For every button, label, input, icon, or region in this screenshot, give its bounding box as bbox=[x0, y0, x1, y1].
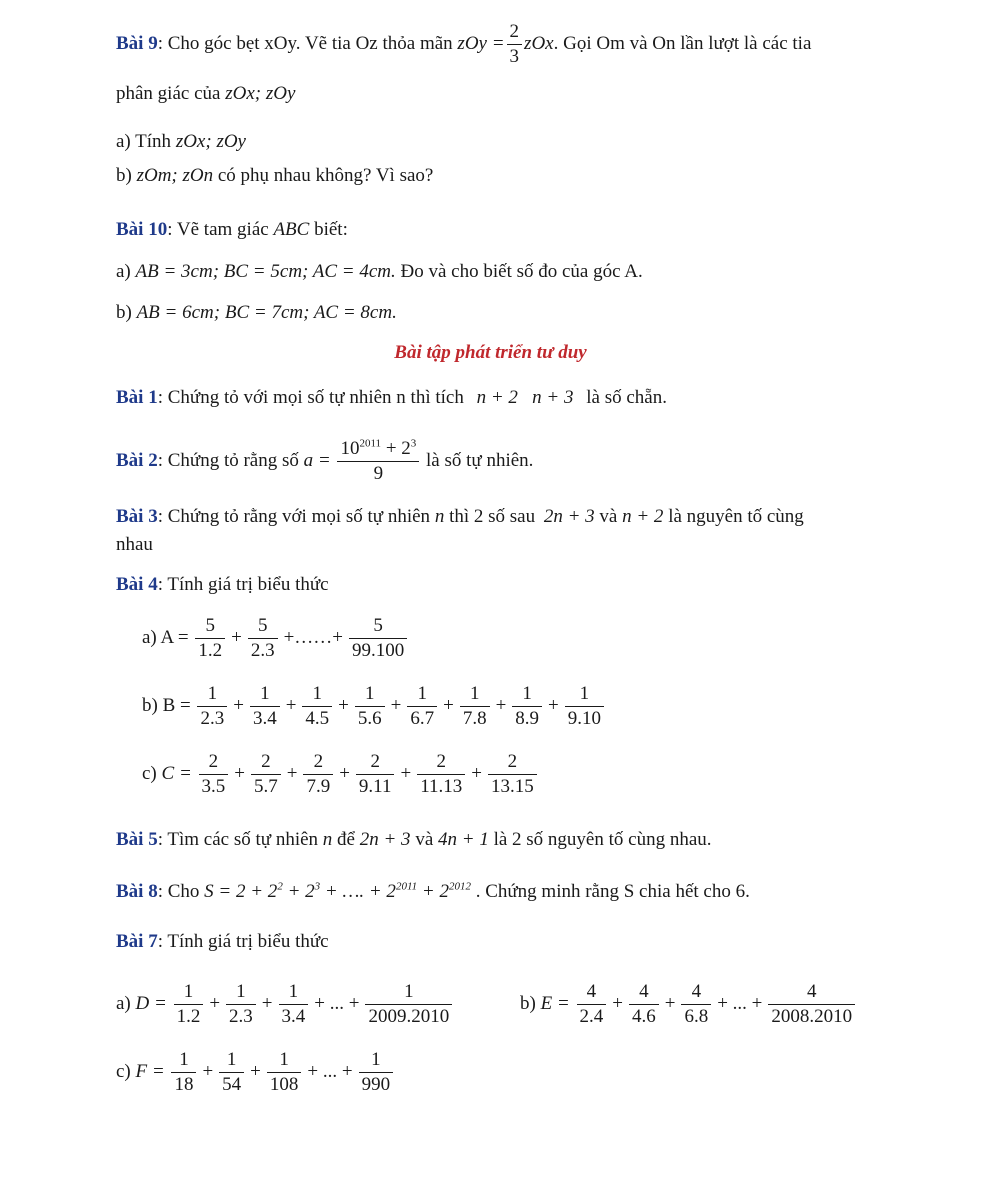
p4-c-fraction-num: 2 bbox=[356, 752, 395, 775]
p3-n: n bbox=[434, 506, 445, 527]
b9-num: 2 bbox=[507, 22, 523, 45]
p4-b-plus: + bbox=[233, 694, 244, 716]
p2-num-plus: + 2 bbox=[381, 438, 411, 460]
p7-c-ellipsis: + ... + bbox=[307, 1060, 353, 1082]
p1-line bbox=[116, 386, 667, 410]
p4-b-fraction-den: 4.5 bbox=[305, 708, 330, 729]
p4-part-b bbox=[142, 684, 606, 729]
p7-b-fraction bbox=[681, 982, 711, 1027]
p5-line bbox=[116, 828, 712, 852]
p3-text2: thì 2 số sau bbox=[449, 506, 536, 527]
b9-a-text: a) Tính bbox=[116, 131, 172, 152]
b9-fraction bbox=[507, 22, 523, 67]
p5-text2: để bbox=[337, 829, 355, 850]
p4-c-pre: c) bbox=[142, 762, 157, 784]
b10-b-pre: b) bbox=[116, 302, 132, 323]
p7-a-fraction bbox=[174, 982, 204, 1027]
p5-text1: : Tìm các số tự nhiên bbox=[157, 829, 319, 850]
p7-b-var: E = bbox=[540, 992, 570, 1014]
p1-label: Bài 1 bbox=[116, 387, 158, 408]
p4-b-fraction bbox=[302, 684, 332, 729]
p4-c-fraction-den: 7.9 bbox=[306, 776, 331, 797]
p7-part-c bbox=[116, 1050, 395, 1095]
b10-part-a bbox=[116, 260, 643, 284]
p7-a-fraction bbox=[279, 982, 309, 1027]
p4-c-fraction-den: 3.5 bbox=[201, 776, 226, 797]
p4-c-fraction-num: 2 bbox=[417, 752, 465, 775]
p7-part-a bbox=[116, 982, 454, 1027]
b10-a-text: Đo và cho biết số đo của góc A. bbox=[400, 261, 643, 282]
p4-b-fraction bbox=[250, 684, 280, 729]
p7-b-fraction bbox=[577, 982, 607, 1027]
p4-part-a bbox=[142, 616, 409, 661]
p4-b-fraction-num: 1 bbox=[565, 684, 604, 707]
b9-b-text: có phụ nhau không? Vì sao? bbox=[217, 165, 434, 186]
p4-a-fraction-num: 5 bbox=[195, 616, 225, 639]
p7-c-pre: c) bbox=[116, 1060, 131, 1082]
p4-text1: : Tính giá trị biểu thức bbox=[157, 574, 329, 595]
p4-line bbox=[116, 573, 329, 597]
b9-line1 bbox=[116, 22, 811, 67]
p1-text1: : Chứng tỏ với mọi số tự nhiên n thì tích bbox=[157, 387, 464, 408]
p8-s2: + 2 bbox=[282, 881, 315, 902]
p3-text5: nhau bbox=[116, 534, 153, 555]
p7-c-var: F = bbox=[135, 1060, 165, 1082]
p4-a-fraction-last bbox=[349, 616, 407, 661]
p4-b-fraction-den: 9.10 bbox=[567, 708, 601, 729]
b10-label: Bài 10 bbox=[116, 219, 168, 240]
p4-b-plus: + bbox=[548, 694, 559, 716]
p7-b-fraction bbox=[629, 982, 659, 1027]
p4-c-plus: + bbox=[234, 762, 245, 784]
p4-part-c bbox=[142, 752, 539, 797]
p8-exp3: 2011 bbox=[395, 880, 418, 893]
b10-a-pre: a) bbox=[116, 261, 131, 282]
p7-b-ellipsis: + ... + bbox=[717, 992, 763, 1014]
p7-b-pre: b) bbox=[520, 992, 536, 1014]
p4-c-fraction bbox=[303, 752, 333, 797]
b9-a-math: zOx; zOy bbox=[175, 131, 246, 152]
p3-text1: : Chứng tỏ rằng với mọi số tự nhiên bbox=[157, 506, 431, 527]
p4-b-fraction-den: 8.9 bbox=[515, 708, 540, 729]
p4-c-fraction bbox=[251, 752, 281, 797]
p7-b-fraction-num: 4 bbox=[629, 982, 659, 1005]
p7-c-fraction-den: 18 bbox=[174, 1074, 194, 1095]
b10-a-math: AB = 3cm; BC = 5cm; AC = 4cm. bbox=[135, 261, 396, 282]
p7-part-b bbox=[520, 982, 857, 1027]
p2-num-exp1: 2011 bbox=[359, 437, 382, 450]
p4-c-fraction bbox=[356, 752, 395, 797]
p4-b-fraction-den: 6.7 bbox=[410, 708, 435, 729]
p4-b-fraction bbox=[407, 684, 437, 729]
p4-c-var: C = bbox=[161, 762, 192, 784]
p4-a-fraction-den: 1.2 bbox=[198, 640, 223, 661]
p4-c-fraction-den: 9.11 bbox=[358, 776, 392, 797]
p7-c-fraction bbox=[171, 1050, 196, 1095]
b9-rhs: zOx bbox=[524, 32, 554, 54]
p8-exp1: 2 bbox=[277, 880, 283, 893]
p7-a-fraction-num: 1 bbox=[226, 982, 256, 1005]
p7-c-fraction-num: 1 bbox=[267, 1050, 302, 1073]
p4-b-fraction-num: 1 bbox=[460, 684, 490, 707]
p2-num-exp2: 3 bbox=[410, 437, 417, 450]
p7-c-fraction-den: 108 bbox=[269, 1074, 299, 1095]
p8-s4: + 2 bbox=[417, 881, 449, 902]
p2-text2: là số tự nhiên. bbox=[426, 450, 534, 471]
p7-c-fraction-last bbox=[359, 1050, 394, 1095]
p4-c-fraction-num: 2 bbox=[199, 752, 229, 775]
p4-a-fraction bbox=[248, 616, 278, 661]
p7-b-fraction-last-den: 2008.2010 bbox=[771, 1006, 853, 1027]
p5-text4: là 2 số nguyên tố cùng nhau. bbox=[493, 829, 712, 850]
p7-a-fraction-num: 1 bbox=[279, 982, 309, 1005]
p4-c-plus: + bbox=[339, 762, 350, 784]
p8-exp2: 3 bbox=[314, 880, 321, 893]
p2-den: 9 bbox=[373, 463, 384, 485]
b9-line2 bbox=[116, 82, 295, 106]
p4-b-plus: + bbox=[495, 694, 507, 716]
p7-a-fraction-last-den: 2009.2010 bbox=[368, 1006, 450, 1027]
p8-line bbox=[116, 880, 750, 904]
p4-c-plus: + bbox=[471, 762, 482, 784]
p4-c-fraction-den: 13.15 bbox=[490, 776, 534, 797]
p7-c-fraction-num: 1 bbox=[171, 1050, 196, 1073]
p7-b-fraction-last bbox=[768, 982, 855, 1027]
p2-fraction bbox=[337, 439, 419, 484]
p4-c-fraction bbox=[417, 752, 465, 797]
p7-c-plus: + bbox=[250, 1060, 261, 1082]
p4-b-plus: + bbox=[285, 694, 297, 716]
p4-b-fraction-num: 1 bbox=[250, 684, 280, 707]
b9-text1: : Cho góc bẹt xOy. Vẽ tia Oz thỏa mãn bbox=[157, 32, 453, 54]
p1-text2: là số chẵn. bbox=[586, 387, 667, 408]
p7-a-fraction bbox=[226, 982, 256, 1027]
b10-text1: : Vẽ tam giác bbox=[167, 219, 269, 240]
p7-b-plus: + bbox=[612, 992, 623, 1014]
p4-b-fraction-den: 3.4 bbox=[252, 708, 277, 729]
p7-b-fraction-last-num: 4 bbox=[768, 982, 855, 1005]
b9-label: Bài 9 bbox=[116, 32, 158, 54]
p7-a-var: D = bbox=[135, 992, 167, 1014]
p4-b-fraction-den: 5.6 bbox=[357, 708, 382, 729]
b9-den: 3 bbox=[509, 46, 520, 67]
p8-text1: : Cho bbox=[157, 881, 200, 902]
p8-exp4: 2012 bbox=[448, 880, 471, 893]
p4-b-fraction bbox=[512, 684, 542, 729]
p4-a-fraction-last-den: 99.100 bbox=[352, 640, 405, 661]
p3-text3: và bbox=[599, 506, 618, 527]
p7-a-plus: + bbox=[209, 992, 221, 1014]
p7-b-fraction-den: 4.6 bbox=[631, 1006, 656, 1027]
p2-num-base: 10 bbox=[340, 438, 360, 460]
p7-a-fraction-num: 1 bbox=[174, 982, 204, 1005]
p4-c-fraction-num: 2 bbox=[303, 752, 333, 775]
b9-text2: . Gọi Om và On lần lượt là các tia bbox=[553, 32, 812, 54]
p4-b-fraction-num: 1 bbox=[355, 684, 385, 707]
p3-label: Bài 3 bbox=[116, 506, 158, 527]
p2-line bbox=[116, 438, 533, 484]
p4-b-fraction-num: 1 bbox=[197, 684, 227, 707]
p4-b-fraction-num: 1 bbox=[407, 684, 437, 707]
p4-c-fraction-den: 5.7 bbox=[253, 776, 278, 797]
b9-b-math: zOm; zOn bbox=[136, 165, 214, 186]
p4-a-fraction-den: 2.3 bbox=[250, 640, 275, 661]
p3-line2 bbox=[116, 533, 153, 557]
p3-expr2: n + 2 bbox=[622, 506, 664, 527]
p5-expr1: 2n + 3 bbox=[359, 829, 411, 850]
p4-c-fraction-den: 11.13 bbox=[420, 776, 463, 797]
p3-expr1: 2n + 3 bbox=[543, 506, 595, 527]
p7-b-fraction-num: 4 bbox=[681, 982, 711, 1005]
p2-lhs: a = bbox=[303, 450, 331, 471]
p4-b-fraction bbox=[355, 684, 385, 729]
b10-part-b bbox=[116, 301, 397, 325]
p4-c-plus: + bbox=[286, 762, 298, 784]
b10-abc: ABC bbox=[273, 219, 310, 240]
p7-c-fraction-num: 1 bbox=[219, 1050, 244, 1073]
p7-a-ellipsis: + ... + bbox=[314, 992, 360, 1014]
p2-label: Bài 2 bbox=[116, 450, 158, 471]
p7-c-fraction-den: 54 bbox=[222, 1074, 242, 1095]
p4-b-fraction-den: 7.8 bbox=[462, 708, 487, 729]
p7-c-fraction bbox=[267, 1050, 302, 1095]
p8-label: Bài 8 bbox=[116, 881, 158, 902]
p4-a-pre: a) A = bbox=[142, 626, 189, 648]
p8-expr bbox=[204, 881, 471, 902]
p4-b-fraction-num: 1 bbox=[302, 684, 332, 707]
p4-b-fraction bbox=[197, 684, 227, 729]
p4-c-fraction-num: 2 bbox=[251, 752, 281, 775]
p7-c-fraction bbox=[219, 1050, 244, 1095]
p4-b-plus: + bbox=[338, 694, 349, 716]
p3-text4: là nguyên tố cùng bbox=[668, 506, 804, 527]
p7-a-plus: + bbox=[261, 992, 273, 1014]
p7-text1: : Tính giá trị biểu thức bbox=[157, 931, 329, 952]
p7-c-plus: + bbox=[202, 1060, 214, 1082]
p4-b-fraction bbox=[565, 684, 604, 729]
p5-n: n bbox=[322, 829, 333, 850]
p7-b-fraction-den: 6.8 bbox=[684, 1006, 709, 1027]
p4-b-pre: b) B = bbox=[142, 694, 191, 716]
p1-expr: n + 2 n + 3 bbox=[476, 387, 574, 408]
p4-a-fraction-num: 5 bbox=[248, 616, 278, 639]
p4-b-plus: + bbox=[443, 694, 454, 716]
b9-lhs: zOy = bbox=[457, 32, 505, 54]
p4-c-fraction bbox=[488, 752, 537, 797]
p4-a-ellipsis: +……+ bbox=[283, 626, 344, 648]
b10-text2: biết: bbox=[314, 219, 348, 240]
p4-b-fraction-num: 1 bbox=[512, 684, 542, 707]
p7-b-fraction-num: 4 bbox=[577, 982, 607, 1005]
p5-text3: và bbox=[415, 829, 434, 850]
b10-b-math: AB = 6cm; BC = 7cm; AC = 8cm. bbox=[136, 302, 397, 323]
p4-a-plus: + bbox=[231, 626, 242, 648]
b9-part-b bbox=[116, 164, 433, 188]
p8-s1: S = 2 + 2 bbox=[204, 881, 278, 902]
b9-part-a bbox=[116, 130, 246, 154]
p5-expr2: 4n + 1 bbox=[438, 829, 489, 850]
p2-text1: : Chứng tỏ rằng số bbox=[157, 450, 299, 471]
p7-b-fraction-den: 2.4 bbox=[579, 1006, 604, 1027]
b10-line1 bbox=[116, 218, 348, 242]
p7-a-fraction-den: 1.2 bbox=[176, 1006, 201, 1027]
p3-line1 bbox=[116, 505, 804, 529]
p4-c-fraction-num: 2 bbox=[488, 752, 537, 775]
p4-a-fraction bbox=[195, 616, 225, 661]
p4-c-fraction bbox=[199, 752, 229, 797]
p8-text2: . Chứng minh rằng S chia hết cho 6. bbox=[475, 881, 750, 902]
b9-b-pre: b) bbox=[116, 165, 132, 186]
p7-a-fraction-den: 3.4 bbox=[281, 1006, 306, 1027]
p7-a-pre: a) bbox=[116, 992, 131, 1014]
p8-s3: + …. + 2 bbox=[320, 881, 396, 902]
p5-label: Bài 5 bbox=[116, 829, 158, 850]
p7-a-fraction-last bbox=[365, 982, 452, 1027]
p7-b-plus: + bbox=[664, 992, 676, 1014]
p4-b-plus: + bbox=[390, 694, 402, 716]
p7-line bbox=[116, 930, 329, 954]
p7-a-fraction-last-num: 1 bbox=[365, 982, 452, 1005]
p7-c-fraction-last-den: 990 bbox=[361, 1074, 391, 1095]
p7-c-fraction-last-num: 1 bbox=[359, 1050, 394, 1073]
p4-c-plus: + bbox=[400, 762, 412, 784]
b9-math3: zOx; zOy bbox=[225, 83, 296, 104]
p4-label: Bài 4 bbox=[116, 574, 158, 595]
section-heading: Bài tập phát triển tư duy bbox=[394, 342, 587, 363]
p4-b-fraction-den: 2.3 bbox=[200, 708, 225, 729]
p4-b-fraction bbox=[460, 684, 490, 729]
p2-num bbox=[337, 439, 419, 462]
p4-a-fraction-last-num: 5 bbox=[349, 616, 407, 639]
b9-text3: phân giác của bbox=[116, 83, 221, 104]
p7-label: Bài 7 bbox=[116, 931, 158, 952]
p7-a-fraction-den: 2.3 bbox=[229, 1006, 253, 1027]
